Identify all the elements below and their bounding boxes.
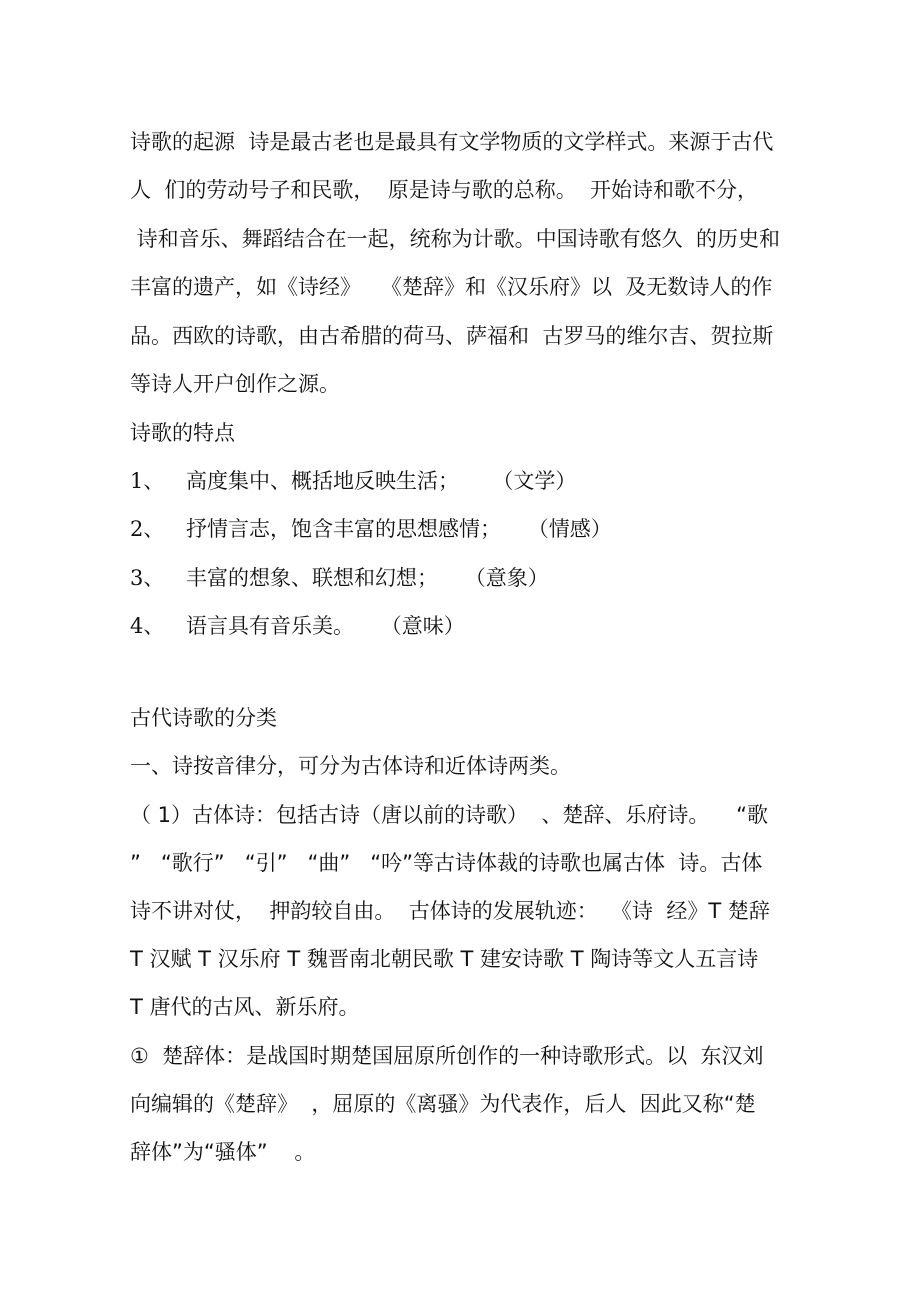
- feature-item-1: [130, 466, 576, 496]
- feature-number: 3、: [130, 566, 165, 590]
- ancient-line-3: 诗不讲对仗， 押韵较自由。 古体诗的发展轨迹： 《诗 经》T 楚辞: [130, 899, 770, 923]
- classification-subheading: 一、诗按音律分，可分为古体诗和近体诗两类。: [130, 754, 571, 778]
- chuci-line-1: ① 楚辞体：是战国时期楚国屈原所创作的一种诗歌形式。以 东汉刘: [130, 1044, 764, 1068]
- ancient-line-2: ” “歌行” “引” “曲” “吟”等古诗体裁的诗歌也属古体 诗。古体: [130, 851, 763, 875]
- feature-number: 1、: [130, 469, 165, 493]
- ancient-line-4: T 汉赋 T 汉乐府 T 魏晋南北朝民歌 T 建安诗歌 T 陶诗等文人五言诗: [130, 947, 759, 971]
- intro-line-6: 等诗人开户创作之源。: [130, 372, 340, 396]
- intro-line-1: 诗歌的起源 诗是最古老也是最具有文学物质的文学样式。来源于古代: [130, 130, 774, 154]
- feature-item-3: [130, 563, 549, 593]
- features-heading: 诗歌的特点: [130, 421, 235, 445]
- intro-line-4: 丰富的遗产，如《诗经》 《楚辞》和《汉乐府》以 及无数诗人的作: [130, 275, 773, 299]
- feature-text: 语言具有音乐美。 （意味）: [186, 614, 465, 638]
- intro-line-3: 诗和音乐、舞蹈结合在一起，统称为计歌。中国诗歌有悠久 的历史和: [130, 227, 781, 251]
- feature-number: 4、: [130, 614, 165, 638]
- ancient-line-5: T 唐代的古风、新乐府。: [130, 995, 360, 1019]
- classification-heading: 古代诗歌的分类: [130, 706, 277, 730]
- chuci-line-2: 向编辑的《楚辞》 ，屈原的《离骚》为代表作，后人 因此又称“楚: [130, 1092, 756, 1116]
- chuci-line-3: 辞体”为“骚体” 。: [130, 1140, 316, 1164]
- intro-line-2: 人 们的劳动号子和民歌， 原是诗与歌的总称。 开始诗和歌不分，: [130, 178, 759, 202]
- ancient-line-1: （ 1）古体诗：包括古诗（唐以前的诗歌） 、楚辞、乐府诗。 “歌: [130, 803, 768, 827]
- feature-item-4: [130, 611, 465, 641]
- feature-text: 丰富的想象、联想和幻想； （意象）: [186, 566, 549, 590]
- feature-text: 抒情言志，饱含丰富的思想感情； （情感）: [186, 517, 612, 541]
- feature-text: 高度集中、概括地反映生活； （文学）: [186, 469, 577, 493]
- intro-line-5: 品。西欧的诗歌，由古希腊的荷马、萨福和 古罗马的维尔吉、贺拉斯: [130, 324, 774, 348]
- feature-item-2: [130, 514, 612, 544]
- feature-number: 2、: [130, 517, 165, 541]
